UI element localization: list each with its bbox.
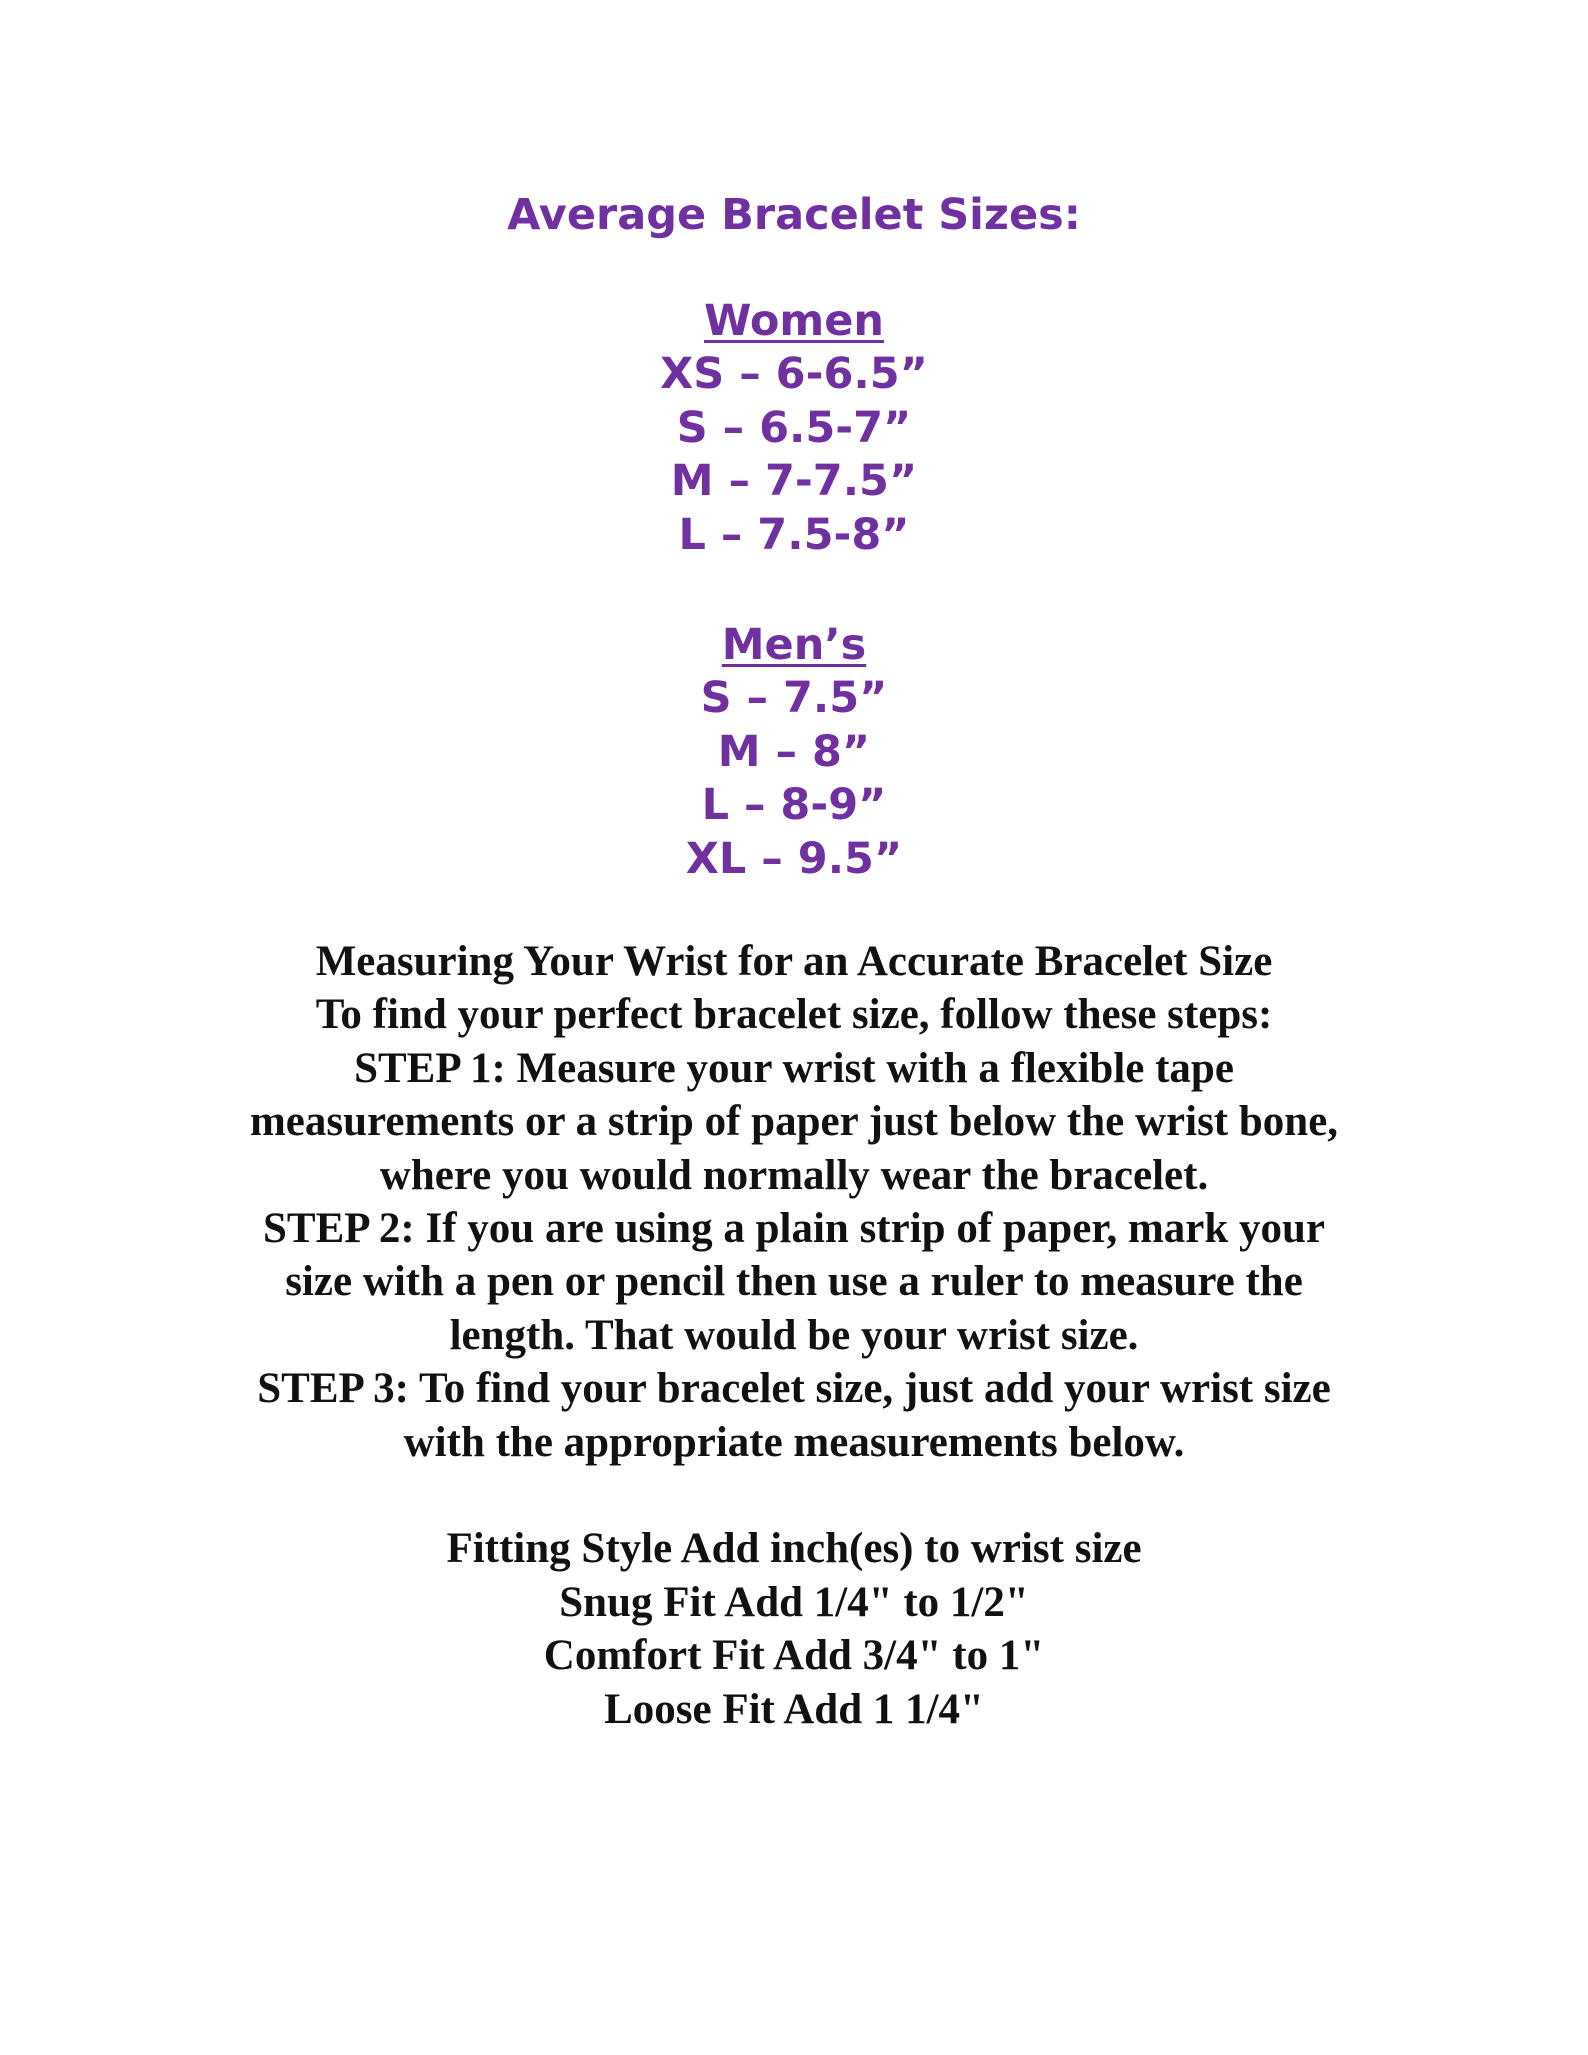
instructions-line: length. That would be your wrist size. [449,1311,1139,1359]
measuring-instructions [100,935,1488,1469]
instructions-line: STEP 2: If you are using a plain strip of paper, mark your [262,1204,1326,1252]
instructions-line: To find your perfect bracelet size, follow these steps: [315,991,1273,1039]
instructions-line: STEP 3: To find your bracelet size, just add your wrist size [257,1365,1331,1413]
women-size-l: L – 7.5-8” [678,509,910,560]
fitting-style-snug: Snug Fit Add 1/4" to 1/2" [559,1578,1029,1626]
page-title: Average Bracelet Sizes: [507,190,1081,240]
women-heading-text: Women [703,296,885,346]
men-size-l: L – 8-9” [701,780,887,830]
men-heading [0,619,1588,672]
men-size-xl: XL – 9.5” [685,833,903,884]
instructions-line: measurements or a strip of paper just below the wrist bone, [249,1098,1339,1146]
men-size-s: S – 7.5” [700,673,888,723]
women-size-xs: XS – 6-6.5” [660,349,928,399]
fitting-style-list [100,1522,1488,1736]
men-size-m: M – 8” [717,726,871,777]
women-size-m: M – 7-7.5” [670,456,918,506]
instructions-line: where you would normally wear the bracelet. [379,1151,1209,1199]
instructions-line: size with a pen or pencil then use a ruler to measure the [285,1258,1303,1306]
instructions-line: with the appropriate measurements below. [403,1418,1185,1466]
women-size-s: S – 6.5-7” [676,402,912,453]
women-heading [0,295,1588,348]
instructions-line: STEP 1: Measure your wrist with a flexible tape [354,1044,1234,1092]
instructions-heading: Measuring Your Wrist for an Accurate Bracelet Size [315,938,1273,985]
fitting-style-heading: Fitting Style Add inch(es) to wrist size [446,1525,1142,1572]
fitting-style-comfort: Comfort Fit Add 3/4" to 1" [543,1632,1045,1679]
men-size-list [0,619,1588,886]
men-heading-text: Men’s [721,620,867,670]
fitting-style-loose: Loose Fit Add 1 1/4" [604,1685,984,1733]
women-size-list [0,295,1588,562]
